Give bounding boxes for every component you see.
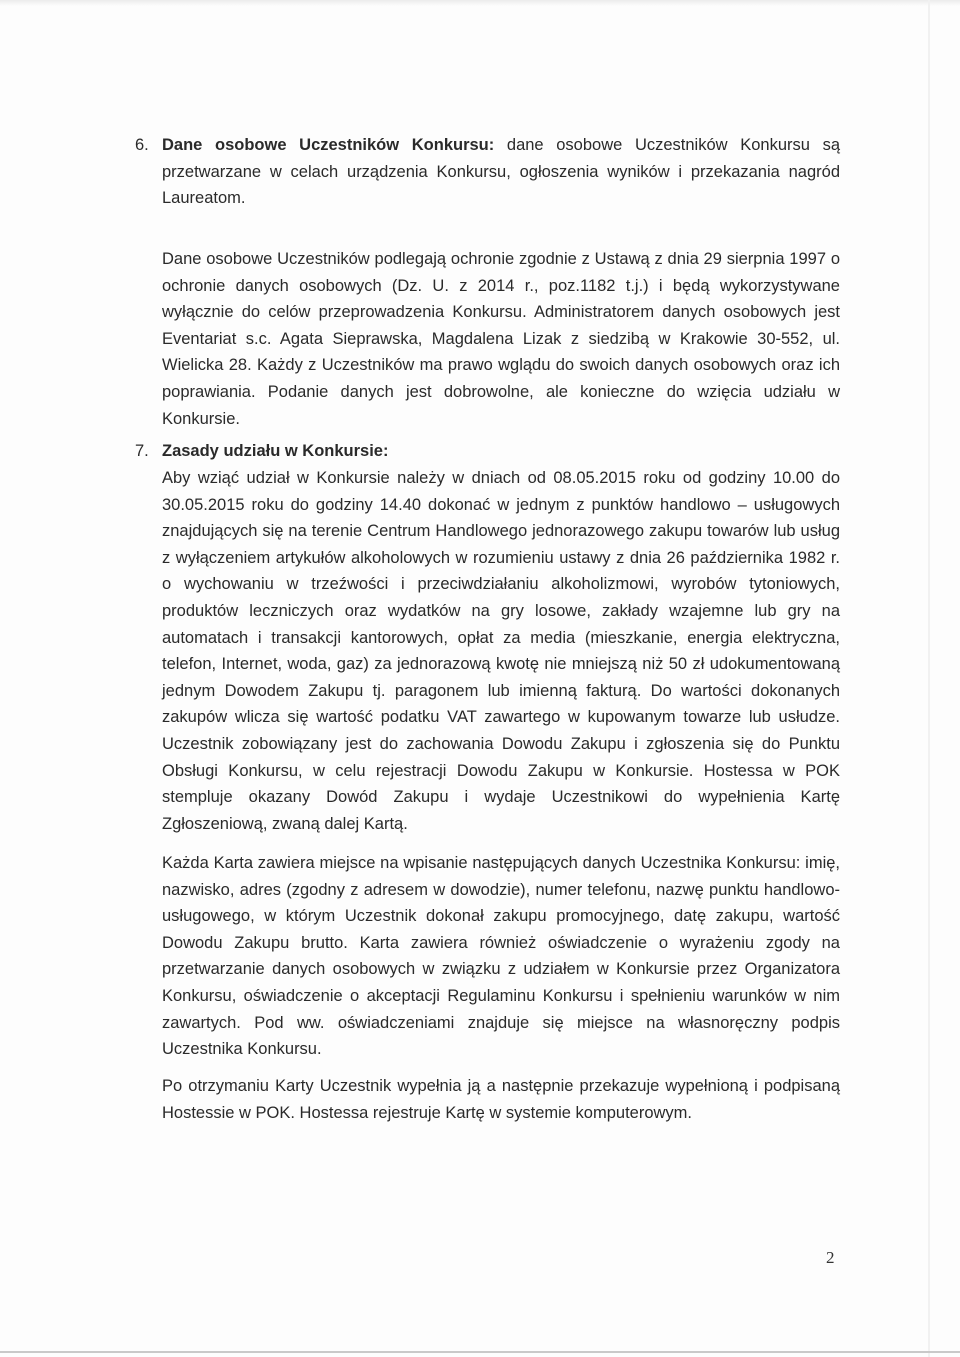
section-6-paragraph-2: Dane osobowe Uczestników podlegają ochronie zgodnie z Ustawą z dnia 29 sierpnia 1997 o ochronie danych osobowych (Dz. U. z 2014 r., poz.1182 t.j.) i będą wykorzystywane wyłącznie do celów przeprowadzenia Konkursu. Administratorem danych osobowych jest Eventariat s.c. Agata Sieprawska, Magdalena Lizak z siedzibą w Krakowie 30-552, ul. Wielicka 28. Każdy z Uczestników ma prawo wglądu do swoich danych osobowych oraz ich poprawiania. Podanie danych jest dobrowolne, ale konieczne do wzięcia udziału w Konkursie. (162, 250, 840, 428)
scan-edge-right (928, 0, 930, 1357)
page-number: 2 (826, 1248, 835, 1267)
scan-edge-bottom (0, 1351, 960, 1353)
section-7-number: 7. (135, 442, 149, 460)
section-6 (135, 132, 840, 212)
section-6-paragraph-1-text: dane osobowe Uczestników Konkursu są przetwarzane w celach urządzenia Konkursu, ogłoszenia wyników i przekazania nagród Laureatom. (162, 136, 841, 208)
section-7-paragraph-1: Aby wziąć udział w Konkursie należy w dniach od 08.05.2015 roku od godziny 10.00 do 30.05.2015 roku do godziny 14.40 dokonać w jednym z punktów handlowo – usługowych znajdujących się na terenie Centrum Handlowego jednorazowego zakupu towarów lub usług z wyłączeniem artykułów alkoholowych w rozumieniu ustawy z dnia 26 października 1982 r. o wychowaniu w trzeźwości i przeciwdziałaniu alkoholizmowi, wyrobów tytoniowych, produktów leczniczych oraz wydatków na gry losowe, zakłady wzajemne lub gry na automatach i transakcji kantorowych, opłat za media (mieszkanie, energia elektryczna, telefon, Internet, woda, gaz) za jednorazową kwotę nie mniejszą niż 50 zł udokumentowaną jednym Dowodem Zakupu tj. paragonem lub imienną fakturą. Do wartości dokonanych zakupów wlicza się wartość podatku VAT zawartego w kupowanym towarze lub usłudze. Uczestnik zobowiązany jest do zachowania Dowodu Zakupu i zgłoszenia się do Punktu Obsługi Konkursu, w celu rejestracji Dowodu Zakupu w Konkursie. Hostessa w POK stempluje okazany Dowód Zakupu i wydaje Uczestnikowi do wypełnienia Kartę Zgłoszeniową, zwaną dalej Kartą. (162, 469, 840, 833)
section-7-heading: Zasady udziału w Konkursie: (162, 442, 389, 460)
section-6-number: 6. (135, 136, 149, 154)
scan-edge-top (0, 0, 960, 6)
section-7-paragraph-2: Każda Karta zawiera miejsce na wpisanie następujących danych Uczestnika Konkursu: imię, nazwisko, adres (zgodny z adresem w dowodzie), numer telefonu, nazwę punktu handlowo-usługowego, w którym Uczestnik dokonał zakupu promocyjnego, datę zakupu, wartość Dowodu Zakupu brutto. Karta zawiera również oświadczenie o wyrażeniu zgody na przetwarzanie danych osobowych w związku z udziałem w Konkursie przez Organizatora Konkursu, oświadczenie o akceptacji Regulaminu Konkursu i spełnieniu warunków w nim zawartych. Pod ww. oświadczeniami znajduje się miejsce na własnoręczny podpis Uczestnika Konkursu. (162, 854, 840, 1059)
section-6-paragraph-1 (162, 132, 840, 212)
section-6-heading: Dane osobowe Uczestników Konkursu: (162, 136, 495, 154)
section-7 (135, 438, 840, 465)
section-7-paragraph-3: Po otrzymaniu Karty Uczestnik wypełnia ją a następnie przekazuje wypełnioną i podpisaną Hostessie w POK. Hostessa rejestruje Kartę w systemie komputerowym. (162, 1077, 840, 1122)
